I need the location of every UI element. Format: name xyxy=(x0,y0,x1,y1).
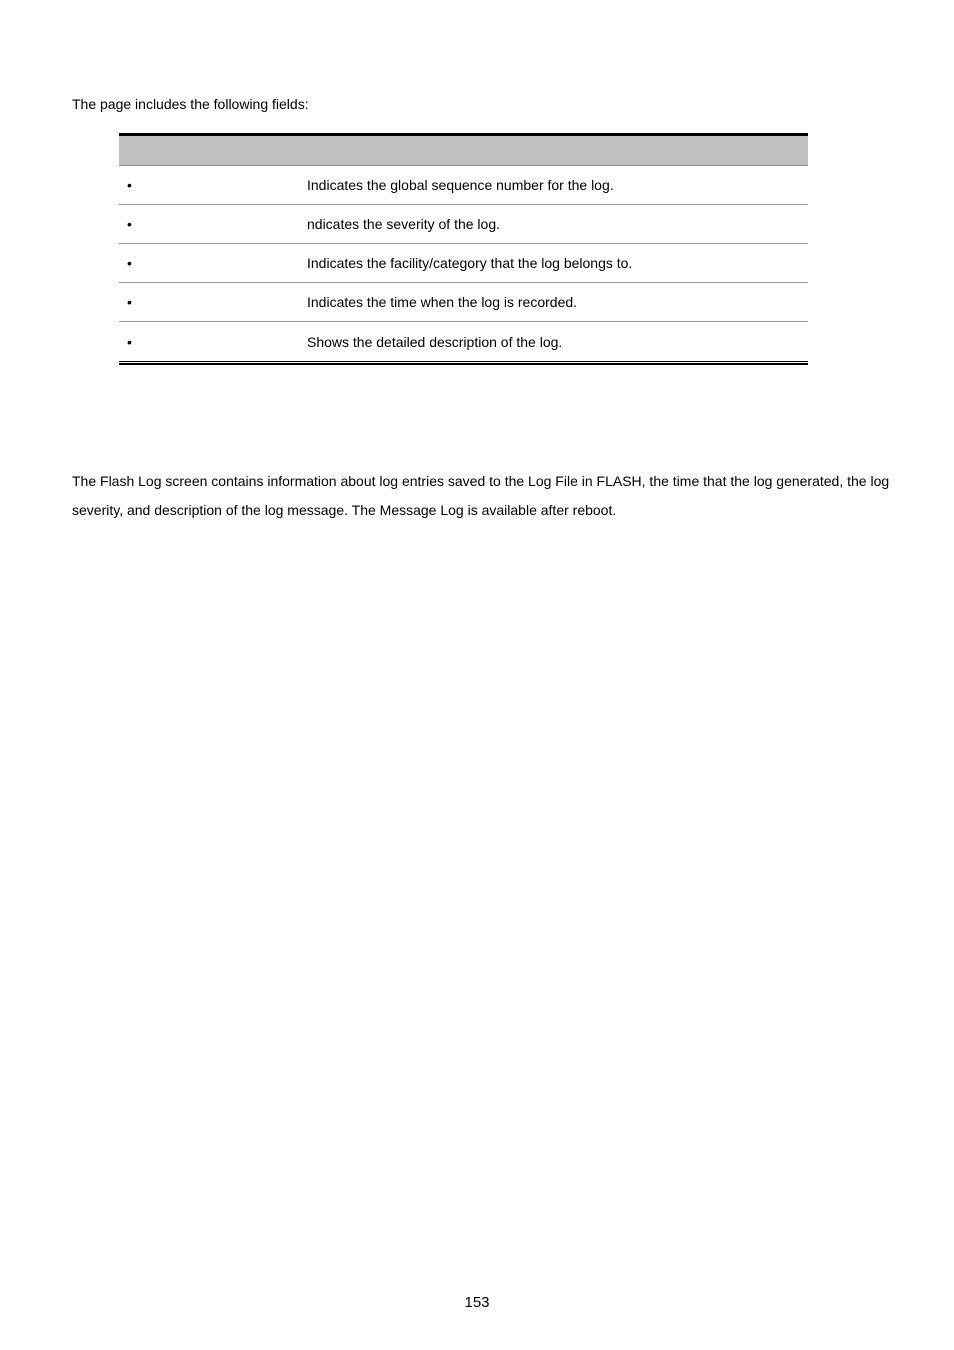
header-object xyxy=(119,136,307,166)
bullet: • xyxy=(119,283,307,322)
bullet: • xyxy=(119,244,307,283)
row-description: Indicates the global sequence number for the log. xyxy=(307,166,808,205)
intro-text: The page includes the following fields: xyxy=(72,96,309,112)
page-number: 153 xyxy=(464,1294,490,1311)
table-header-row xyxy=(119,136,808,166)
row-description: Shows the detailed description of the log. xyxy=(307,322,808,362)
row-description: Indicates the facility/category that the log belongs to. xyxy=(307,244,808,283)
table-row xyxy=(119,166,808,205)
flash-log-paragraph: The Flash Log screen contains information about log entries saved to the Log File in FLASH, the time that the log generated, the log severity, and description of the log message. The Message Log is available after reboot. xyxy=(72,473,890,518)
table-row xyxy=(119,205,808,244)
row-description: ndicates the severity of the log. xyxy=(307,205,808,244)
header-description xyxy=(307,136,808,166)
fields-table xyxy=(119,133,808,362)
row-description: Indicates the time when the log is recorded. xyxy=(307,283,808,322)
bullet: • xyxy=(119,166,307,205)
table-row xyxy=(119,283,808,322)
table-row xyxy=(119,244,808,283)
bullet: • xyxy=(119,322,307,362)
table-bottom-rule xyxy=(119,363,808,365)
table-row xyxy=(119,322,808,362)
bullet: • xyxy=(119,205,307,244)
